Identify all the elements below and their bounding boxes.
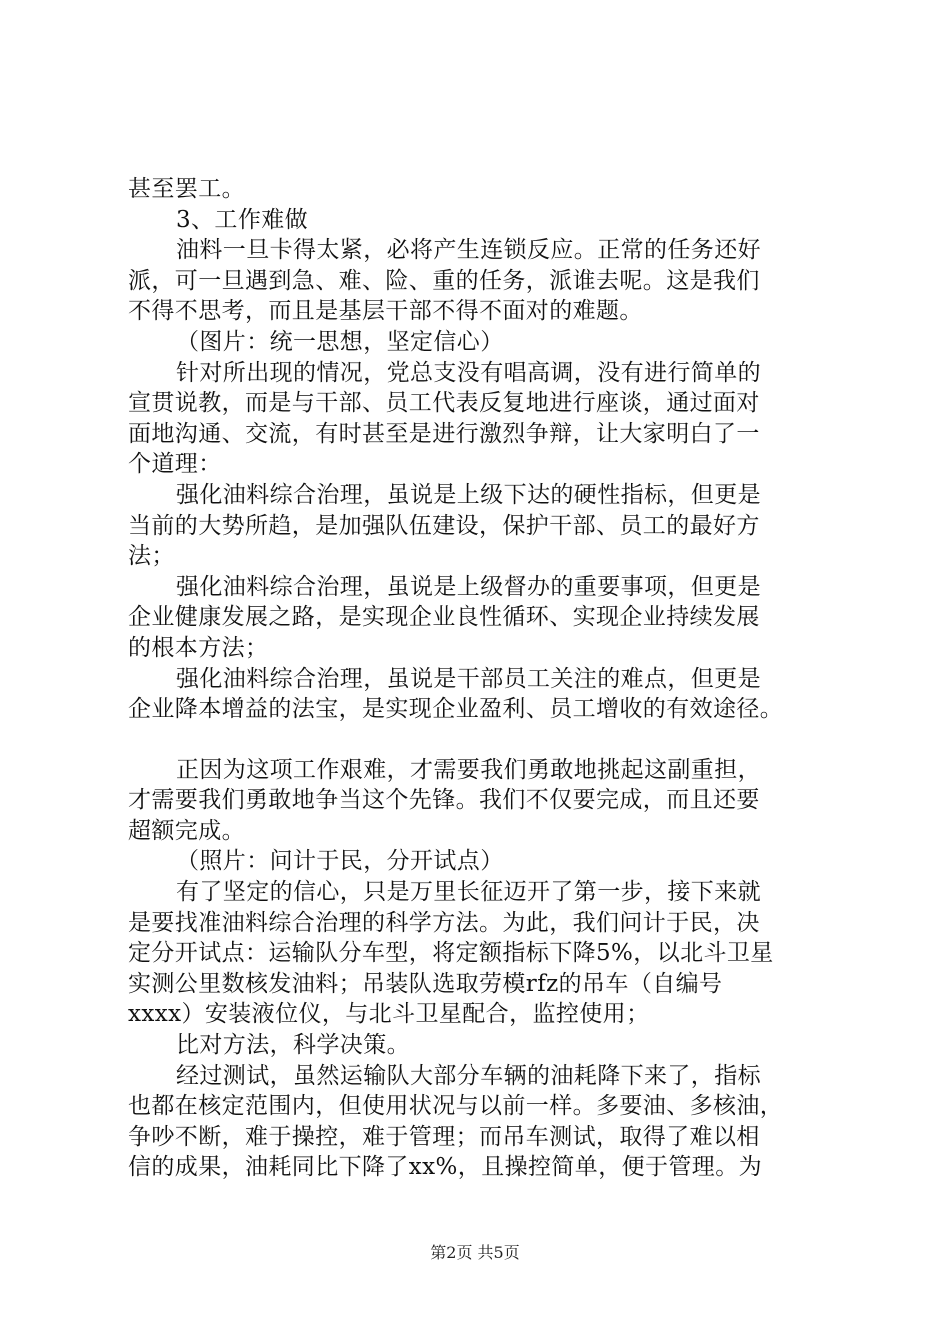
text-line: 的根本方法； <box>128 634 269 661</box>
text-line: 比对方法，科学决策。 <box>176 1032 410 1059</box>
body-paragraph <box>128 1061 838 1183</box>
text-line: （图片：统一思想，坚定信心） <box>176 328 504 355</box>
text-line: 油料一旦卡得太紧，必将产生连锁反应。正常的任务还好 <box>176 237 761 264</box>
text-line: 企业健康发展之路，是实现企业良性循环、实现企业持续发展 <box>128 604 760 631</box>
text-line: （照片：问计于民，分开试点） <box>176 848 504 875</box>
text-line: 正因为这项工作艰难，才需要我们勇敢地挑起这副重担， <box>176 756 761 783</box>
text-line: 法； <box>128 543 175 570</box>
text-line: 企业降本增益的法宝，是实现企业盈利、员工增收的有效途径。 <box>128 696 784 723</box>
text-line: 面地沟通、交流，有时甚至是进行激烈争辩，让大家明白了一 <box>128 420 760 447</box>
paragraph-gap <box>128 725 838 755</box>
image-caption <box>128 327 838 358</box>
body-paragraph <box>128 572 838 664</box>
text-line: xxxx）安装液位仪，与北斗卫星配合，监控使用； <box>128 1001 650 1028</box>
text-line: 才需要我们勇敢地争当这个先锋。我们不仅要完成，而且还要 <box>128 787 760 814</box>
page-footer: 第2页 共5页 <box>430 1243 520 1262</box>
text-line: 实测公里数核发油料；吊装队选取劳模rfz的吊车（自编号 <box>128 970 723 997</box>
document-body <box>128 174 838 1183</box>
text-line: 强化油料综合治理，虽说是上级督办的重要事项，但更是 <box>176 573 761 600</box>
body-paragraph <box>128 174 838 205</box>
text-line: 3、工作难做 <box>176 206 309 233</box>
text-line: 派，可一旦遇到急、难、险、重的任务，派谁去呢。这是我们 <box>128 267 760 294</box>
text-line: 超额完成。 <box>128 817 245 844</box>
section-heading <box>128 205 838 236</box>
body-paragraph <box>128 480 838 572</box>
text-line: 定分开试点：运输队分车型，将定额指标下降5%，以北斗卫星 <box>128 940 774 967</box>
body-paragraph <box>128 358 838 480</box>
text-line: 有了坚定的信心，只是万里长征迈开了第一步，接下来就 <box>176 879 761 906</box>
text-line: 强化油料综合治理，虽说是干部员工关注的难点，但更是 <box>176 665 761 692</box>
body-paragraph <box>128 1030 838 1061</box>
text-line: 是要找准油料综合治理的科学方法。为此，我们问计于民，决 <box>128 909 760 936</box>
text-line: 当前的大势所趋，是加强队伍建设，保护干部、员工的最好方 <box>128 512 760 539</box>
body-paragraph <box>128 664 838 725</box>
text-line: 个道理： <box>128 451 222 478</box>
text-line: 宣贯说教，而是与干部、员工代表反复地进行座谈，通过面对 <box>128 390 760 417</box>
text-line: 争吵不断，难于操控，难于管理；而吊车测试，取得了难以相 <box>128 1123 760 1150</box>
text-line: 甚至罢工。 <box>128 176 245 202</box>
text-line: 也都在核定范围内，但使用状况与以前一样。多要油、多核油， <box>128 1093 784 1120</box>
text-line: 针对所出现的情况，党总支没有唱高调，没有进行简单的 <box>176 359 761 386</box>
text-line: 信的成果，油耗同比下降了xx%，且操控简单，便于管理。为 <box>128 1154 762 1181</box>
body-paragraph <box>128 755 838 847</box>
image-caption <box>128 846 838 877</box>
body-paragraph <box>128 235 838 327</box>
text-line: 强化油料综合治理，虽说是上级下达的硬性指标，但更是 <box>176 481 761 508</box>
body-paragraph <box>128 877 838 1030</box>
text-line: 不得不思考，而且是基层干部不得不面对的难题。 <box>128 298 643 325</box>
text-line: 经过测试，虽然运输队大部分车辆的油耗降下来了，指标 <box>176 1062 761 1089</box>
